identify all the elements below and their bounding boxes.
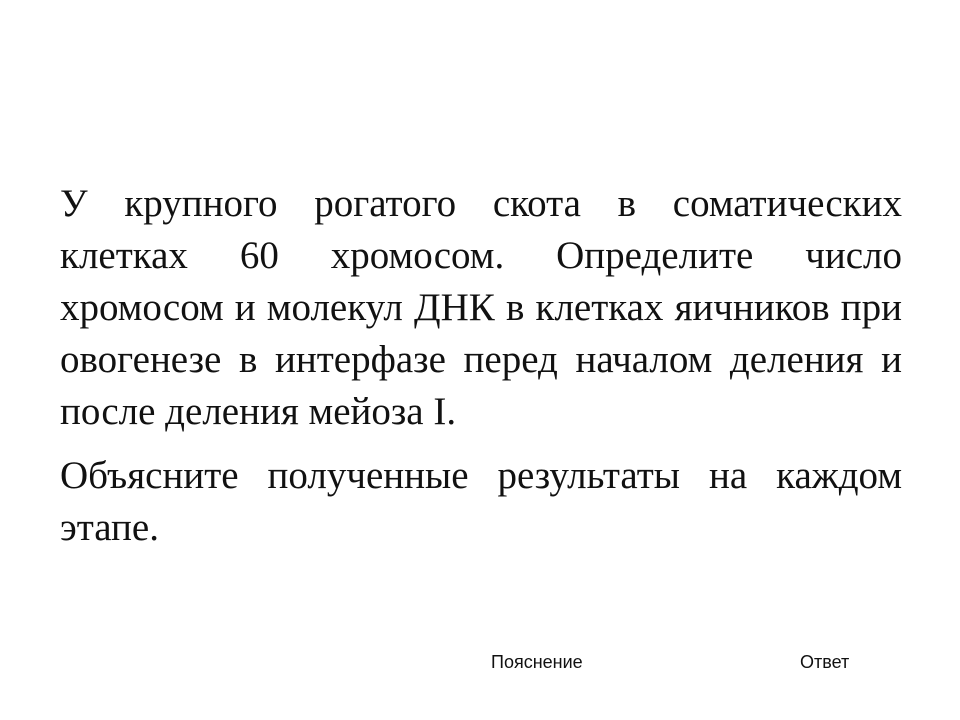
task-text bbox=[60, 178, 902, 554]
task-question-paragraph: У крупного рогатого скота в соматических клетках 60 хромосом. Определите число хромосом и молекул ДНК в клетках яичников при овогенезе в интерфазе перед началом деления и после деления мейоза I. bbox=[60, 182, 902, 433]
answer-link[interactable]: Ответ bbox=[800, 652, 850, 672]
explanation-link[interactable]: Пояснение bbox=[491, 652, 583, 672]
task-instruction-paragraph: Объясните полученные результаты на каждом этапе. bbox=[60, 454, 902, 549]
